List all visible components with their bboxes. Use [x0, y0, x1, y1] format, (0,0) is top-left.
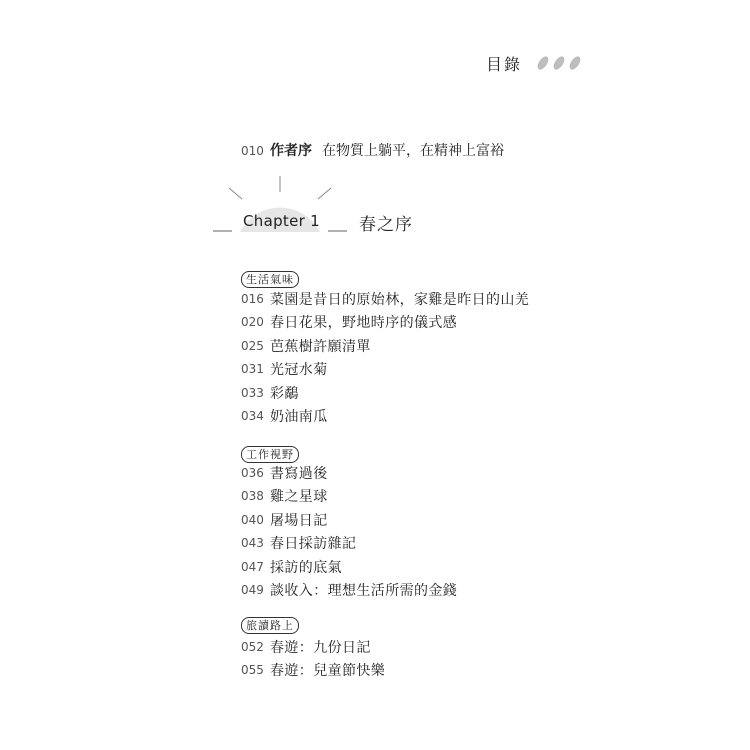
toc-entry[interactable]	[241, 405, 529, 429]
toc-entry[interactable]	[241, 555, 457, 579]
entry-title: 雞之星球	[270, 489, 328, 506]
entry-title: 芭蕉樹許願清單	[270, 338, 371, 355]
entry-title: 彩鷸	[270, 385, 299, 402]
page-number: 031	[241, 362, 264, 377]
page-number: 052	[241, 639, 264, 654]
section-tag-label: 工作視野	[241, 446, 299, 463]
page-number: 038	[241, 489, 264, 504]
toc-entry[interactable]	[241, 334, 529, 358]
preface-title: 在物質上躺平，在精神上富裕	[322, 143, 504, 159]
section-tag-label: 旅讀路上	[241, 617, 299, 634]
toc-entry[interactable]	[241, 659, 385, 683]
page-number: 043	[241, 536, 264, 551]
page-number: 020	[241, 315, 264, 330]
entry-title: 屠場日記	[270, 512, 328, 529]
toc-entry[interactable]	[241, 579, 457, 603]
toc-entry[interactable]	[241, 461, 457, 485]
toc-entry[interactable]	[241, 358, 529, 382]
entry-title: 春日採訪雜記	[270, 536, 357, 553]
page-number: 016	[241, 291, 264, 306]
preface-label: 作者序	[270, 143, 312, 159]
section-tag	[241, 614, 299, 634]
toc-entry[interactable]	[241, 311, 529, 335]
toc-entry[interactable]	[241, 508, 457, 532]
entry-title: 春日花果，野地時序的儀式感	[270, 315, 458, 332]
page-number: 049	[241, 583, 264, 598]
section-tag-label: 生活氣味	[241, 271, 299, 288]
page-number: 040	[241, 512, 264, 527]
section-tag	[241, 443, 299, 463]
toc-list	[241, 635, 385, 682]
entry-title: 書寫過後	[270, 465, 328, 482]
preface-entry[interactable]	[241, 140, 504, 162]
toc-entry[interactable]	[241, 635, 385, 659]
entry-title: 採訪的底氣	[270, 559, 342, 576]
entry-title: 談收入：理想生活所需的金錢	[270, 583, 458, 600]
entry-title: 光冠水菊	[270, 362, 328, 379]
page-number: 036	[241, 465, 264, 480]
page-number: 034	[241, 409, 264, 424]
toc-list	[241, 461, 457, 602]
page-number: 055	[241, 663, 264, 678]
section-tag	[241, 268, 299, 288]
page-number: 047	[241, 559, 264, 574]
entry-title: 春遊：九份日記	[270, 639, 371, 656]
leaf-ornament-icon	[535, 54, 583, 72]
page-number: 033	[241, 385, 264, 400]
page-title: 目錄	[486, 55, 523, 74]
entry-title: 春遊：兒童節快樂	[270, 663, 386, 680]
preface-page-number: 010	[241, 144, 264, 158]
entry-title: 菜園是昔日的原始林，家雞是昨日的山羌	[270, 291, 530, 308]
page-number: 025	[241, 338, 264, 353]
toc-entry[interactable]	[241, 287, 529, 311]
toc-entry[interactable]	[241, 532, 457, 556]
chapter-title: 春之序	[359, 215, 413, 235]
chapter-label: Chapter 1	[243, 212, 320, 230]
toc-entry[interactable]	[241, 485, 457, 509]
toc-list	[241, 287, 529, 428]
toc-entry[interactable]	[241, 381, 529, 405]
entry-title: 奶油南瓜	[270, 409, 328, 426]
